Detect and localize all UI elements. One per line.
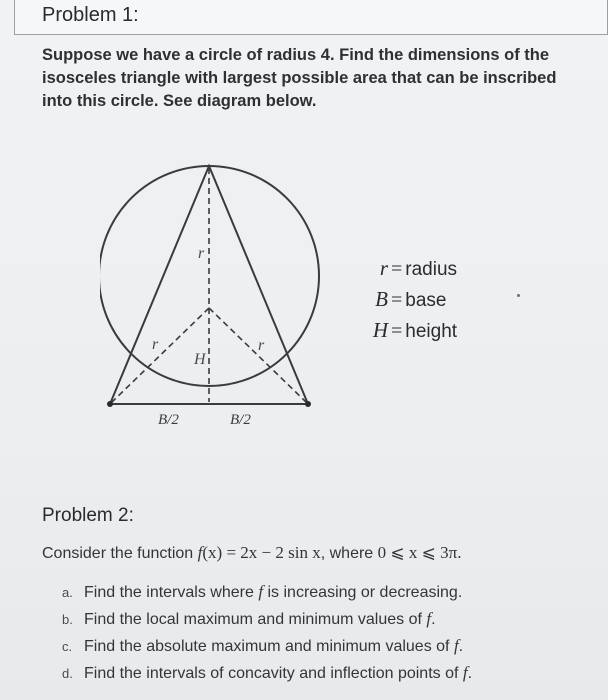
problem1-title: Problem 1: xyxy=(42,4,139,26)
item-symbol: f xyxy=(462,663,468,682)
radius-right-dashed xyxy=(209,308,306,402)
legend-row-radius xyxy=(370,256,457,287)
problem1-text: Suppose we have a circle of radius 4. Find the dimensions of the isosceles triangle with largest possible area that can be inscribed into this circle. See diagram below. xyxy=(42,46,557,110)
item-text-end: is increasing or decreasing. xyxy=(263,584,463,601)
circle-triangle-diagram xyxy=(100,160,360,450)
list-marker: c. xyxy=(62,639,73,654)
function-name: f xyxy=(197,543,203,562)
item-symbol: f xyxy=(453,636,459,655)
item-text-end: . xyxy=(458,638,464,655)
domain: 0 ⩽ x ⩽ 3π. xyxy=(377,543,462,562)
label-r-left: r xyxy=(152,336,159,353)
function-definition xyxy=(198,543,321,562)
base-left-point xyxy=(107,401,113,407)
label-b-left: B/2 xyxy=(158,412,179,428)
item-text-end: . xyxy=(467,665,473,682)
item-text: Find the intervals where xyxy=(84,584,259,601)
item-symbol: f xyxy=(426,609,432,628)
problem2-title: Problem 2: xyxy=(42,505,134,526)
item-text: Find the local maximum and minimum values of xyxy=(84,611,427,628)
legend-equals: = xyxy=(391,258,403,280)
legend-label: height xyxy=(405,321,458,342)
function-expression: (x) = 2x − 2 sin x xyxy=(202,543,321,562)
label-h: H xyxy=(194,351,206,368)
problem2-list xyxy=(62,582,592,690)
legend-row-height xyxy=(370,318,457,349)
diagram-legend xyxy=(370,256,457,349)
item-text: Find the absolute maximum and minimum values of xyxy=(84,638,454,655)
list-marker: a. xyxy=(62,585,73,600)
list-item xyxy=(62,609,592,636)
item-text-end: . xyxy=(431,611,436,628)
problem2-intro xyxy=(42,543,461,563)
list-marker: b. xyxy=(62,612,73,627)
legend-row-base xyxy=(370,287,457,318)
label-b-right: B/2 xyxy=(230,412,251,428)
list-item xyxy=(62,582,592,609)
item-text: Find the intervals of concavity and inflection points of xyxy=(84,665,463,682)
legend-symbol: B xyxy=(375,287,388,311)
list-item xyxy=(62,663,592,690)
label-r-top: r xyxy=(198,245,205,262)
list-marker: d. xyxy=(62,666,73,681)
speck xyxy=(517,294,520,297)
legend-equals: = xyxy=(391,289,403,311)
item-symbol: f xyxy=(258,582,264,601)
label-r-right: r xyxy=(258,337,265,354)
list-item xyxy=(62,636,592,663)
legend-label: base xyxy=(405,290,447,311)
legend-equals: = xyxy=(391,320,403,342)
legend-symbol: H xyxy=(372,318,388,342)
legend-label: radius xyxy=(405,259,458,280)
legend-symbol: r xyxy=(379,256,388,280)
base-right-point xyxy=(305,401,311,407)
where-text: , where xyxy=(320,545,374,562)
problem2-intro-text: Consider the function xyxy=(42,545,194,562)
